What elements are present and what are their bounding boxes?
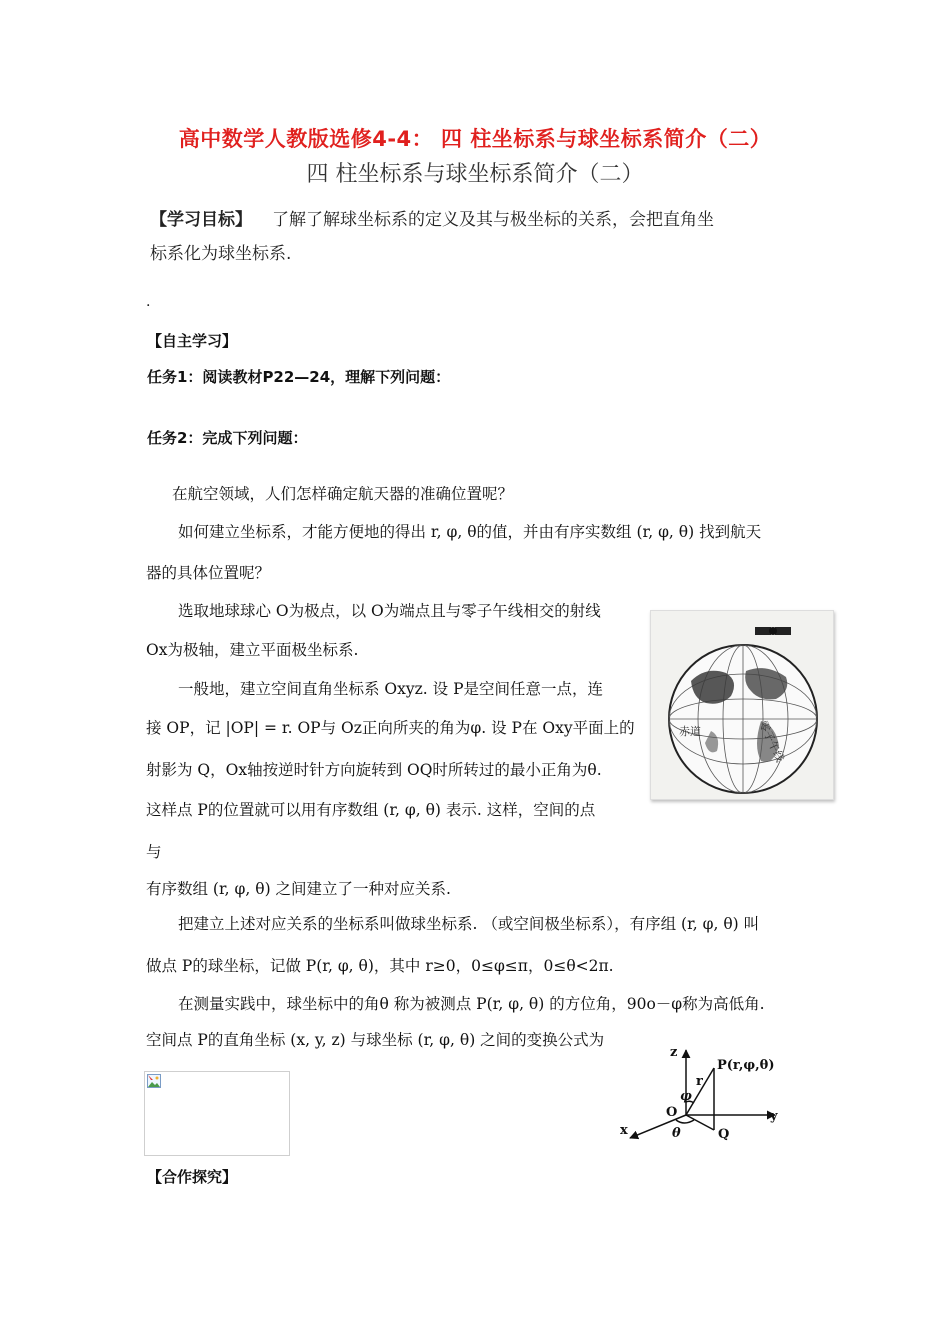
phi-label: φ xyxy=(680,1089,692,1104)
document-title: 高中数学人教版选修4-4： 四 柱坐标系与球坐标系简介（二） xyxy=(178,127,772,151)
equator-label: 赤道 xyxy=(679,725,701,738)
paragraph-2-line-1: 如何建立坐标系，才能方便地的得出 r, φ, θ的值，并由有序实数组 (r, φ, θ) 找到航天 xyxy=(178,523,762,541)
theta-arc xyxy=(676,1120,694,1123)
self-study-heading: 【自主学习】 xyxy=(147,332,238,350)
objective-text-2: 标系化为球坐标系. xyxy=(150,244,292,264)
task1-heading: 任务1：阅读教材P22—24，理解下列问题： xyxy=(147,368,451,386)
p-label: P(r,φ,θ) xyxy=(717,1058,775,1073)
paragraph-2-line-2: 器的具体位置呢？ xyxy=(146,564,271,582)
satellite-icon xyxy=(755,627,791,635)
paragraph-6-line-1: 在测量实践中，球坐标中的角θ 称为被测点 P(r, φ, θ) 的方位角，90o－φ称为高低角. xyxy=(178,995,765,1013)
x-label: x xyxy=(620,1123,628,1138)
task2-heading: 任务2：完成下列问题： xyxy=(147,429,308,447)
paragraph-4-line-5: 与 xyxy=(146,843,162,861)
paragraph-4-line-1: 一般地，建立空间直角坐标系 Oxyz. 设 P是空间任意一点，连 xyxy=(178,680,604,698)
broken-image-icon xyxy=(147,1074,161,1088)
stray-dot: . xyxy=(146,294,151,310)
cooperation-heading: 【合作探究】 xyxy=(147,1168,238,1186)
meridian-label: 零子午线 xyxy=(756,718,787,765)
paragraph-5-line-2: 做点 P的球坐标，记做 P(r, φ, θ)，其中 r≥0，0≤φ≤π，0≤θ<2π. xyxy=(146,957,614,975)
paragraph-4-line-6: 有序数组 (r, φ, θ) 之间建立了一种对应关系. xyxy=(146,880,451,898)
paragraph-4-line-2: 接 OP，记 |OP| = r. OP与 Oz正向所夹的角为φ. 设 P在 Oxy平面上的 xyxy=(146,719,635,737)
q-label: Q xyxy=(718,1127,730,1142)
paragraph-1: 在航空领域，人们怎样确定航天器的准确位置呢？ xyxy=(172,485,514,503)
r-label: r xyxy=(696,1074,703,1089)
paragraph-3-line-2: Ox为极轴，建立平面极坐标系. xyxy=(146,641,359,659)
paragraph-4-line-4: 这样点 P的位置就可以用有序数组 (r, φ, θ) 表示. 这样，空间的点 xyxy=(146,801,596,819)
section-subtitle: 四 柱坐标系与球坐标系简介（二） xyxy=(306,162,644,187)
origin-label: O xyxy=(666,1105,678,1120)
formula-image-placeholder xyxy=(144,1071,290,1156)
theta-label: θ xyxy=(672,1126,681,1141)
paragraph-5-line-1: 把建立上述对应关系的坐标系叫做球坐标系. （或空间极坐标系），有序组 (r, φ, θ) 叫 xyxy=(178,915,760,933)
y-label: y xyxy=(770,1109,778,1124)
globe-image xyxy=(650,610,834,800)
paragraph-3-line-1: 选取地球球心 O为极点，以 O为端点且与零子午线相交的射线 xyxy=(178,602,601,620)
learning-objective xyxy=(150,203,790,271)
objective-text-1: 了解了解球坐标系的定义及其与极坐标的关系，会把直角坐 xyxy=(272,210,714,230)
globe-illustration xyxy=(651,611,833,799)
paragraph-6-line-2: 空间点 P的直角坐标 (x, y, z) 与球坐标 (r, φ, θ) 之间的变换公式为 xyxy=(146,1031,605,1049)
z-label: z xyxy=(670,1045,678,1060)
spherical-coordinates-diagram xyxy=(610,1040,790,1150)
objective-line-1 xyxy=(150,203,790,237)
objective-tag: 【学习目标】 xyxy=(150,210,252,230)
paragraph-4-line-3: 射影为 Q，Ox轴按逆时针方向旋转到 OQ时所转过的最小正角为θ. xyxy=(146,761,602,779)
